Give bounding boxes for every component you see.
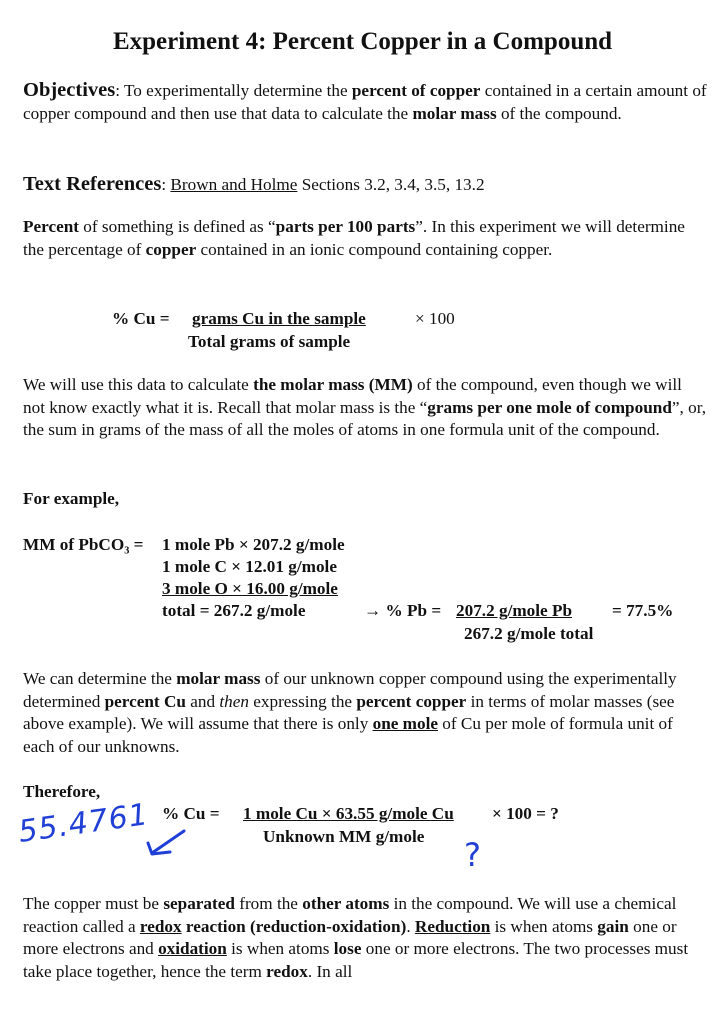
text: from the	[234, 894, 303, 913]
page-title: Experiment 4: Percent Copper in a Compound	[112, 28, 613, 55]
references-heading: Text References	[23, 173, 162, 195]
bold-text: reaction (reduction-oxidation)	[181, 916, 407, 936]
text: contained in an ionic compound containing copper.	[196, 239, 553, 259]
bold-text: the molar mass (MM)	[253, 375, 413, 394]
text: of the compound, even though we will not know exactly what it is. Recall that molar mass is the “	[23, 375, 682, 417]
text: :	[161, 175, 171, 194]
text: The copper must be	[23, 894, 164, 913]
bold-text: percent of copper	[351, 81, 481, 100]
percent-paragraph	[23, 216, 708, 261]
bold-text: molar mass	[412, 103, 497, 123]
formula1-numerator: grams Cu in the sample	[192, 309, 366, 328]
example-pb-denominator: 267.2 g/mole total	[464, 624, 594, 643]
text: of Cu per mole of formula unit of each of our unknowns.	[23, 714, 673, 756]
final-paragraph	[23, 893, 708, 983]
text: is when atoms	[490, 916, 598, 936]
text: of the compound.	[496, 103, 622, 123]
text: in the compound. We will use a chemical reaction called a	[23, 894, 677, 936]
text: of something is defined as “	[79, 217, 276, 236]
bold-text: copper	[145, 239, 197, 259]
text: We can determine the	[23, 669, 177, 688]
sections-text: Sections 3.2, 3.4, 3.5, 13.2	[297, 175, 485, 194]
formula1-times: × 100	[415, 309, 455, 328]
text: .	[406, 916, 415, 936]
bold-text: gain	[597, 916, 629, 936]
text: . In all	[307, 961, 353, 981]
formula1-denominator: Total grams of sample	[188, 332, 351, 351]
text: ”. In this experiment we will determine the percentage of	[23, 217, 685, 259]
bold-text: Percent	[23, 217, 79, 236]
text: ”, or, the sum in grams of the mass of all the moles of atoms in one formula unit of the compound.	[23, 397, 707, 440]
example-line3: 3 mole O × 16.00 g/mole	[162, 579, 338, 598]
italic-text: then	[219, 691, 249, 711]
bold-text: separated	[163, 894, 235, 913]
text: : To experimentally determine the	[115, 81, 352, 100]
example-arrow: → % Pb =	[364, 601, 442, 620]
bold-text: lose	[333, 939, 362, 959]
bold-text: redox	[266, 961, 308, 981]
example-pb-numerator: 207.2 g/mole Pb	[456, 601, 573, 620]
text: one or more electrons and	[23, 916, 677, 959]
formula2-denominator: Unknown MM g/mole	[263, 827, 425, 846]
formula2-numerator: 1 mole Cu × 63.55 g/mole Cu	[243, 804, 454, 823]
text: of our unknown copper compound using the experimentally determined	[23, 669, 677, 711]
handwritten-value: 55.4761	[16, 797, 151, 850]
example-pb-result: = 77.5%	[612, 601, 674, 620]
molar-mass-paragraph	[23, 374, 708, 442]
bold-text: percent Cu	[104, 691, 186, 711]
bold-underline-text: Reduction	[414, 916, 491, 936]
text: one or more electrons. The two processes must take place together, hence the term	[23, 939, 689, 981]
objectives-paragraph	[23, 79, 708, 125]
book-reference: Brown and Holme	[170, 175, 298, 194]
example-total: total = 267.2 g/mole	[162, 601, 306, 620]
handwritten-question: ?	[464, 836, 481, 874]
text: is when atoms	[226, 939, 334, 959]
text: contained in a certain amount of copper compound and then use that data to calculate the	[23, 81, 707, 123]
bold-text: percent copper	[356, 691, 467, 711]
bold-text: other atoms	[302, 894, 390, 913]
formula2-rest: × 100 = ?	[492, 804, 559, 823]
bold-underline-text: redox	[139, 916, 182, 936]
formula1-lhs: % Cu =	[112, 309, 170, 328]
for-example-label: For example,	[23, 489, 120, 508]
handwritten-arrow-icon	[138, 823, 194, 863]
bold-text: parts per 100 parts	[275, 217, 416, 236]
text: in terms of molar masses (see above example). We will assume that there is only	[23, 691, 675, 734]
text: and	[185, 691, 220, 711]
therefore-label: Therefore,	[23, 782, 101, 801]
example-line1: 1 mole Pb × 207.2 g/mole	[162, 535, 345, 554]
bold-text: grams per one mole of compound	[427, 397, 672, 417]
text: We will use this data to calculate	[23, 375, 254, 394]
example-line2: 1 mole C × 12.01 g/mole	[162, 557, 337, 576]
bold-underline-text: one mole	[372, 714, 438, 734]
example-lhs: MM of PbCO₃ =	[23, 535, 144, 554]
bold-text: molar mass	[176, 669, 261, 688]
bold-underline-text: oxidation	[158, 939, 227, 959]
objectives-heading: Objectives	[23, 79, 116, 101]
formula2-lhs: % Cu =	[162, 804, 220, 823]
text: expressing the	[248, 691, 357, 711]
references-paragraph	[23, 173, 708, 197]
determine-paragraph	[23, 668, 708, 758]
